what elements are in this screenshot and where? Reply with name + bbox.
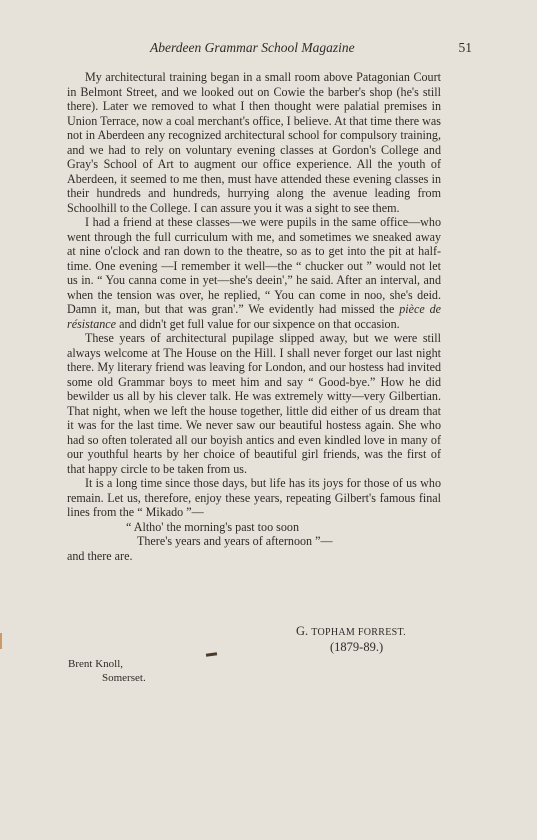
margin-mark [0,633,2,649]
paragraph-1: My architectural training began in a small room above Patagonian Court in Belmont Street, and we looked out on Cowie the barber's shop (he's still there). Later we removed to what I then thought were palatial premises in Union Terrace, now a coal merchant's office, I believe. At that time there was not in Aberdeen any recognized architectural school for compulsory training, and we had to rely on voluntary evening classes at Gordon's College and Gray's School of Art to augment our office experience. All the youth of Aberdeen, it seemed to me then, must have attended these evening classes in their hundreds and hundreds, hurrying along the avenue leading from Schoolhill to the College. I can assure you it was a sight to see them. [67,70,441,215]
signature-surname: TOPHAM FORREST. [311,627,406,638]
verse [67,520,441,549]
address-line-2: Somerset. [102,672,146,684]
article-body [67,70,441,563]
page-number: 51 [458,40,472,55]
address-block [68,657,146,685]
paragraph-2-italic: pièce de résistance [67,302,441,331]
running-title: Aberdeen Grammar School Magazine [150,40,355,55]
ink-mark [206,652,217,657]
verse-line-1: “ Altho' the morning's past too soon [126,519,299,534]
paragraph-4: It is a long time since those days, but life has its joys for those of us who remain. Let us, therefore, enjoy these years, repeating Gilbert's famous final lines from the “ Mikado ”— [67,476,441,519]
page-header [66,40,472,60]
closing-line: and there are. [67,548,133,563]
paragraph-2 [67,215,441,331]
signature-initial: G. [296,624,309,638]
address-line-1: Brent Knoll, [68,658,123,670]
paragraph-3: These years of architectural pupilage slipped away, but we were still always welcome at The House on the Hill. I shall never forget our last night there. My literary friend was leaving for London, and our hostess had invited some old Grammar boys to meet him and say “ Good-bye.” How he did bewilder us all by his clever talk. He was extremely witty—very Gilbertian. That night, when we left the house together, little did either of us dream that it was for the last time. We never saw our beautiful hostess again. She who had so often tolerated all our boyish antics and even kindled love in many of our youthful hearts by her choice of beautiful girl friends, was the first of that happy circle to be taken from us. [67,331,441,476]
verse-line-2: There's years and years of afternoon ”— [137,534,333,548]
signature-name [296,624,406,639]
paragraph-2-tail: and didn't get full value for our sixpence on that occasion. [119,316,400,331]
signature-years: (1879-89.) [330,640,384,654]
paragraph-2-text: I had a friend at these classes—we were pupils in the same office—who went through the full curriculum with me, and sometimes we sneaked away at nine o'clock and ran down to the theatre, so as to get into the pit at half-time. One evening —I remember it well—the “ chucker out ” would not let us in. “ You canna come in yet—she's deein',” he said. After an interval, and when the tension was over, he replied, “ You can come in noo, she's deid. Damn it, man, but that was gran'.” We evidently had missed the [67,215,441,316]
